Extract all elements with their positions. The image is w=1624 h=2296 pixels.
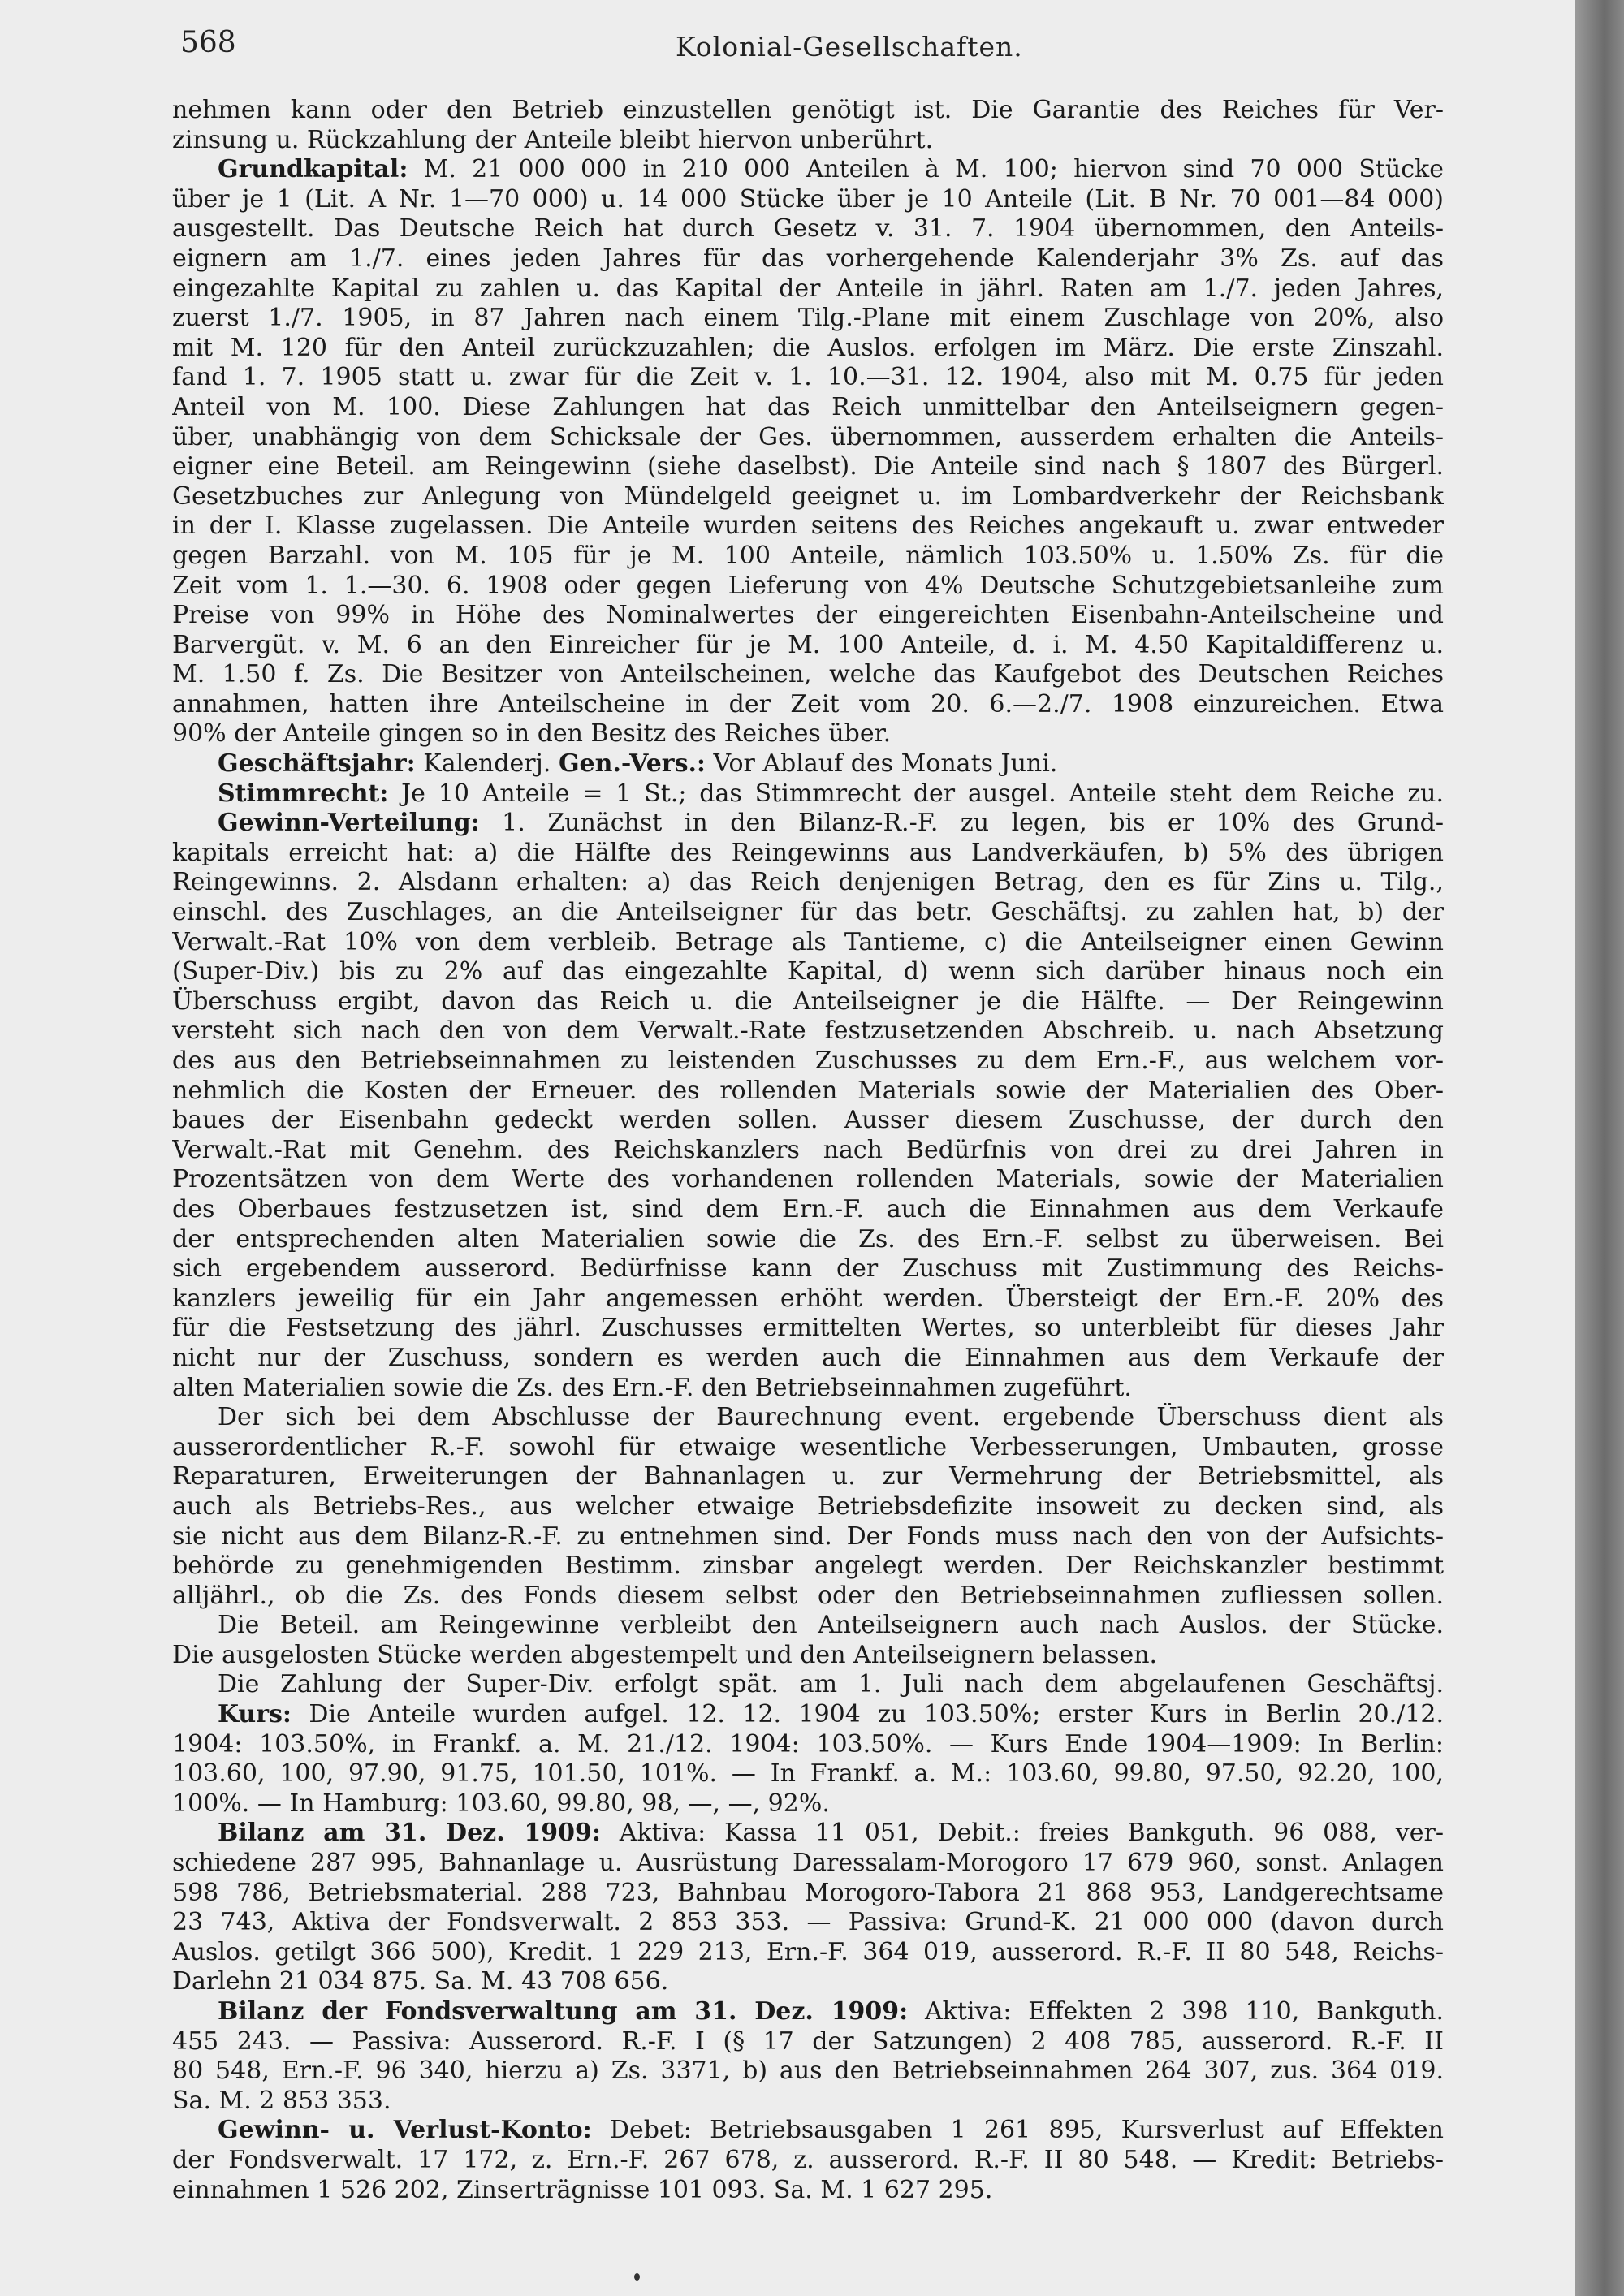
page-number: 568	[180, 26, 236, 59]
line-text: Überschuss ergibt, davon das Reich u. die Anteilseigner je die Hälfte. — Der Reingewinn	[172, 986, 1444, 1016]
text-line	[172, 749, 1444, 779]
line-text: des Oberbaues festzusetzen ist, sind dem Ern.-F. auch die Einnahmen aus dem Verkaufe	[172, 1194, 1444, 1224]
line-text: nehmlich die Kosten der Erneuer. des rollenden Materials sowie der Materialien des Ober-	[172, 1076, 1444, 1105]
text-line	[172, 1641, 1444, 1671]
text-line	[172, 1879, 1444, 1909]
line-text: Die Anteile wurden aufgel. 12. 12. 1904 zu 103.50%; erster Kurs in Berlin 20./12.	[292, 1700, 1444, 1729]
line-text: Reparaturen, Erweiterungen der Bahnanlagen u. zur Vermehrung der Betriebsmittel, als	[172, 1462, 1444, 1491]
text-line	[172, 1077, 1444, 1107]
text-line	[172, 423, 1444, 453]
line-text: fand 1. 7. 1905 statt u. zwar für die Zeit v. 1. 10.—31. 12. 1904, also mit M. 0.75 für jeden	[172, 363, 1444, 392]
text-line	[172, 572, 1444, 602]
page-edge-shadow	[1575, 0, 1624, 2296]
line-text: gegen Barzahl. von M. 105 für je M. 100 Anteile, nämlich 103.50% u. 1.50% Zs. für die	[172, 541, 1444, 570]
page-header	[0, 26, 1575, 67]
text-line	[172, 274, 1444, 304]
text-line	[172, 1552, 1444, 1582]
line-text: kapitals erreicht hat: a) die Hälfte des Reingewinns aus Landverkäufen, b) 5% des übrigen	[172, 838, 1444, 867]
line-text: schiedene 287 995, Bahnanlage u. Ausrüstung Daressalam-Morogoro 17 679 960, sonst. Anlagen	[172, 1849, 1444, 1878]
text-line	[172, 1403, 1444, 1433]
line-text: Prozentsätzen von dem Werte des vorhandenen rollenden Materials, sowie der Materialien	[172, 1165, 1444, 1194]
text-line	[172, 1047, 1444, 1077]
text-line	[172, 898, 1444, 928]
line-text: sich ergebendem ausserord. Bedürfnisse kann der Zuschuss mit Zustimmung des Reichs-	[172, 1254, 1444, 1284]
line-text: Der sich bei dem Abschlusse der Baurechnung event. ergebende Überschuss dient als	[218, 1403, 1444, 1432]
text-line	[172, 1582, 1444, 1612]
line-text: kanzlers jeweilig für ein Jahr angemessen erhöht werden. Übersteigt der Ern.-F. 20% des	[172, 1284, 1444, 1313]
text-line	[172, 2116, 1444, 2146]
text-line	[172, 214, 1444, 244]
text-line	[172, 1136, 1444, 1166]
text-line	[172, 155, 1444, 185]
text-line	[172, 1967, 1444, 1997]
line-text: Die ausgelosten Stücke werden abgestempelt und den Anteilseignern belassen.	[172, 1640, 1158, 1669]
text-line	[172, 987, 1444, 1017]
line-text: Reingewinns. 2. Alsdann erhalten: a) das Reich denjenigen Betrag, den es für Zins u. Tilg.,	[172, 868, 1444, 897]
text-line	[172, 1522, 1444, 1552]
line-text: Aktiva: Kassa 11 051, Debit.: freies Bankguth. 96 088, ver-	[600, 1819, 1444, 1848]
line-text: Zeit vom 1. 1.—30. 6. 1908 oder gegen Lieferung von 4% Deutsche Schutzgebietsanleihe zum	[172, 571, 1444, 600]
section-heading: Kurs:	[218, 1700, 292, 1729]
line-text: eigner eine Beteil. am Reingewinn (siehe daselbst). Die Anteile sind nach § 1807 des Bürgerl.	[172, 452, 1444, 481]
text-line	[172, 1314, 1444, 1344]
text-line	[172, 2087, 1444, 2117]
line-text: zuerst 1./7. 1905, in 87 Jahren nach einem Tilg.-Plane mit einem Zuschlage von 20%, also	[172, 304, 1444, 333]
text-line	[172, 631, 1444, 661]
line-text: 100%. — In Hamburg: 103.60, 99.80, 98, —, —, 92%.	[172, 1789, 830, 1818]
text-line	[172, 1254, 1444, 1284]
text-line	[172, 1492, 1444, 1522]
text-line	[172, 1908, 1444, 1938]
line-text: Gesetzbuches zur Anlegung von Mündelgeld geeignet u. im Lombardverkehr der Reichsbank	[172, 481, 1444, 511]
section-heading: Bilanz am 31. Dez. 1909:	[218, 1819, 601, 1848]
text-line	[172, 1670, 1444, 1700]
section-heading: Stimmrecht:	[218, 779, 389, 808]
text-line	[172, 244, 1444, 274]
line-text: Aktiva: Effekten 2 398 110, Bankguth.	[908, 1997, 1444, 2026]
line-text: 103.60, 100, 97.90, 91.75, 101.50, 101%. — In Frankf. a. M.: 103.60, 99.80, 97.50, 92.20, 100,	[172, 1759, 1444, 1789]
text-line	[172, 868, 1444, 898]
line-text: eingezahlte Kapital zu zahlen u. das Kapital der Anteile in jährl. Raten am 1./7. jeden Jahres,	[172, 274, 1444, 303]
line-text: Die Beteil. am Reingewinne verbleibt den Anteilseignern auch nach Auslos. der Stücke.	[218, 1611, 1444, 1640]
text-line	[172, 482, 1444, 512]
line-text: Darlehn 21 034 875. Sa. M. 43 708 656.	[172, 1967, 669, 1996]
text-line	[172, 185, 1444, 215]
line-text: ausserordentlicher R.-F. sowohl für etwaige wesentliche Verbesserungen, Umbauten, grosse	[172, 1432, 1444, 1461]
text-line	[172, 1938, 1444, 1968]
text-line	[172, 1789, 1444, 1819]
line-text: mit M. 120 für den Anteil zurückzuzahlen; die Auslos. erfolgen im März. Die erste Zinszahl.	[172, 333, 1444, 362]
line-text: Barvergüt. v. M. 6 an den Einreicher für je M. 100 Anteile, d. i. M. 4.50 Kapitaldifferenz u.	[172, 630, 1444, 659]
line-text: eignern am 1./7. eines jeden Jahres für das vorhergehende Kalenderjahr 3% Zs. auf das	[172, 244, 1444, 273]
text-line	[172, 363, 1444, 393]
line-text: nicht nur der Zuschuss, sondern es werden auch die Einnahmen aus dem Verkaufe der	[172, 1343, 1444, 1372]
line-text: baues der Eisenbahn gedeckt werden sollen. Ausser diesem Zuschusse, der durch den	[172, 1106, 1444, 1135]
text-line	[172, 1106, 1444, 1136]
text-line	[172, 452, 1444, 482]
line-text: 455 243. — Passiva: Ausserord. R.-F. I (§ 17 der Satzungen) 2 408 785, ausserord. R.-F. II	[172, 2026, 1444, 2056]
text-line	[172, 660, 1444, 690]
line-text: Die Zahlung der Super-Div. erfolgt spät. am 1. Juli nach dem abgelaufenen Geschäftsj.	[218, 1670, 1444, 1699]
line-text: des aus den Betriebseinnahmen zu leistenden Zuschusses zu dem Ern.-F., aus welchem vor-	[172, 1047, 1444, 1075]
line-text: 1. Zunächst in den Bilanz-R.-F. zu legen, bis er 10% des Grund-	[479, 809, 1444, 838]
section-heading: Geschäftsjahr:	[218, 749, 416, 779]
line-text: zinsung u. Rückzahlung der Anteile bleibt hiervon unberührt.	[172, 125, 934, 154]
text-line	[172, 2027, 1444, 2057]
text-line	[172, 839, 1444, 869]
ink-speck	[634, 2273, 640, 2281]
line-text: Auslos. getilgt 366 500), Kredit. 1 229 213, Ern.-F. 364 019, ausserord. R.-F. II 80 548, Reichs-	[172, 1937, 1444, 1966]
line-text: 598 786, Betriebsmaterial. 288 723, Bahnbau Morogoro-Tabora 21 868 953, Landgerechtsame	[172, 1878, 1444, 1907]
line-text: Anteil von M. 100. Diese Zahlungen hat das Reich unmittelbar den Anteilseignern gegen-	[172, 392, 1444, 421]
text-line	[172, 96, 1444, 126]
text-line	[172, 393, 1444, 423]
body-text	[172, 96, 1444, 2205]
text-line	[172, 1284, 1444, 1314]
text-line	[172, 511, 1444, 542]
text-line	[172, 1997, 1444, 2027]
line-text: Kalenderj.	[415, 749, 559, 779]
line-text: auch als Betriebs-Res., aus welcher etwaige Betriebsdefizite insoweit zu decken sind, als	[172, 1491, 1444, 1521]
line-text: alten Materialien sowie die Zs. des Ern.-F. den Betriebseinnahmen zugeführt.	[172, 1373, 1132, 1402]
line-text: alljährl., ob die Zs. des Fonds diesem selbst oder den Betriebseinnahmen zufliessen sollen.	[172, 1581, 1444, 1610]
text-line	[172, 2056, 1444, 2087]
text-line	[172, 2146, 1444, 2176]
line-text: der entsprechenden alten Materialien sowie die Zs. des Ern.-F. selbst zu überweisen. Bei	[172, 1224, 1444, 1254]
line-text: 1904: 103.50%, in Frankf. a. M. 21./12. 1904: 103.50%. — Kurs Ende 1904—1909: In Berlin:	[172, 1729, 1444, 1759]
text-line	[172, 1344, 1444, 1374]
section-heading: Gewinn- u. Verlust-Konto:	[218, 2116, 592, 2145]
line-text: nehmen kann oder den Betrieb einzustellen genötigt ist. Die Garantie des Reiches für Ver-	[172, 96, 1444, 124]
text-line	[172, 1730, 1444, 1760]
text-line	[172, 719, 1444, 749]
text-line	[172, 1611, 1444, 1641]
line-text: über je 1 (Lit. A Nr. 1—70 000) u. 14 000 Stücke über je 10 Anteile (Lit. B Nr. 70 001—84 000)	[172, 184, 1444, 214]
line-text: annahmen, hatten ihre Anteilscheine in der Zeit vom 20. 6.—2./7. 1908 einzureichen. Etwa	[172, 689, 1444, 719]
line-text: (Super-Div.) bis zu 2% auf das eingezahlte Kapital, d) wenn sich darüber hinaus noch ein	[172, 957, 1444, 986]
line-text: einnahmen 1 526 202, Zinserträgnisse 101 093. Sa. M. 1 627 295.	[172, 2175, 993, 2204]
text-line	[172, 1462, 1444, 1492]
line-text: M. 1.50 f. Zs. Die Besitzer von Anteilscheinen, welche das Kaufgebot des Deutschen Reiches	[172, 660, 1444, 689]
line-text: Sa. M. 2 853 353.	[172, 2086, 391, 2115]
line-text: über, unabhängig von dem Schicksale der Ges. übernommen, ausserdem erhalten die Anteils-	[172, 422, 1444, 451]
section-heading: Bilanz der Fondsverwaltung am 31. Dez. 1909:	[218, 1997, 909, 2026]
line-text: Verwalt.-Rat 10% von dem verbleib. Betrage als Tantieme, c) die Anteilseigner einen Gewinn	[172, 927, 1444, 956]
line-text: Je 10 Anteile = 1 St.; das Stimmrecht der ausgel. Anteile steht dem Reiche zu.	[388, 779, 1444, 808]
text-line	[172, 1849, 1444, 1879]
line-text: sie nicht aus dem Bilanz-R.-F. zu entnehmen sind. Der Fonds muss nach den von der Aufsichts-	[172, 1521, 1444, 1551]
line-text: Preise von 99% in Höhe des Nominalwertes der eingereichten Eisenbahn-Anteilscheine und	[172, 601, 1444, 630]
line-text: ausgestellt. Das Deutsche Reich hat durch Gesetz v. 31. 7. 1904 übernommen, den Anteils-	[172, 214, 1444, 244]
text-line	[172, 1759, 1444, 1789]
text-line	[172, 809, 1444, 839]
line-text: in der I. Klasse zugelassen. Die Anteile wurden seitens des Reiches angekauft u. zwar entweder	[172, 511, 1444, 541]
text-line	[172, 1016, 1444, 1047]
text-line	[172, 1374, 1444, 1404]
line-text: einschl. des Zuschlages, an die Anteilseigner für das betr. Geschäftsj. zu zahlen hat, b) der	[172, 898, 1444, 927]
line-text: versteht sich nach den von dem Verwalt.-Rate festzusetzenden Abschreib. u. nach Absetzung	[172, 1016, 1444, 1046]
text-line	[172, 690, 1444, 720]
text-line	[172, 1225, 1444, 1255]
line-text: der Fondsverwalt. 17 172, z. Ern.-F. 267 678, z. ausserord. R.-F. II 80 548. — Kredit: Betriebs-	[172, 2145, 1444, 2174]
text-line	[172, 1433, 1444, 1463]
text-line	[172, 2176, 1444, 2206]
section-heading: Gewinn-Verteilung:	[218, 809, 480, 838]
text-line	[172, 601, 1444, 631]
text-line	[172, 334, 1444, 364]
running-title: Kolonial-Gesellschaften.	[676, 31, 1023, 63]
text-line	[172, 1195, 1444, 1225]
line-text: 23 743, Aktiva der Fondsverwalt. 2 853 353. — Passiva: Grund-K. 21 000 000 (davon durch	[172, 1908, 1444, 1937]
text-line	[172, 1700, 1444, 1730]
text-line	[172, 928, 1444, 958]
section-heading: Gen.-Vers.:	[558, 749, 706, 779]
line-text: behörde zu genehmigenden Bestimm. zinsbar angelegt werden. Der Reichskanzler bestimmt	[172, 1552, 1444, 1581]
text-line	[172, 542, 1444, 572]
line-text: Vor Ablauf des Monats Juni.	[706, 749, 1058, 779]
section-heading: Grundkapital:	[218, 155, 408, 184]
text-line	[172, 957, 1444, 987]
line-text: 90% der Anteile gingen so in den Besitz des Reiches über.	[172, 719, 892, 749]
line-text: Debet: Betriebsausgaben 1 261 895, Kursverlust auf Effekten	[591, 2116, 1444, 2145]
text-line	[172, 304, 1444, 334]
line-text: M. 21 000 000 in 210 000 Anteilen à M. 100; hiervon sind 70 000 Stücke	[408, 155, 1444, 184]
text-line	[172, 1165, 1444, 1195]
line-text: Verwalt.-Rat mit Genehm. des Reichskanzlers nach Bedürfnis von drei zu drei Jahren in	[172, 1135, 1444, 1164]
text-line	[172, 126, 1444, 156]
line-text: 80 548, Ern.-F. 96 340, hierzu a) Zs. 3371, b) aus den Betriebseinnahmen 264 307, zus. 364 019.	[172, 2056, 1444, 2086]
text-line	[172, 1819, 1444, 1849]
text-line	[172, 779, 1444, 809]
line-text: für die Festsetzung des jährl. Zuschusses ermittelten Wertes, so unterbleibt für dieses Jahr	[172, 1314, 1444, 1343]
